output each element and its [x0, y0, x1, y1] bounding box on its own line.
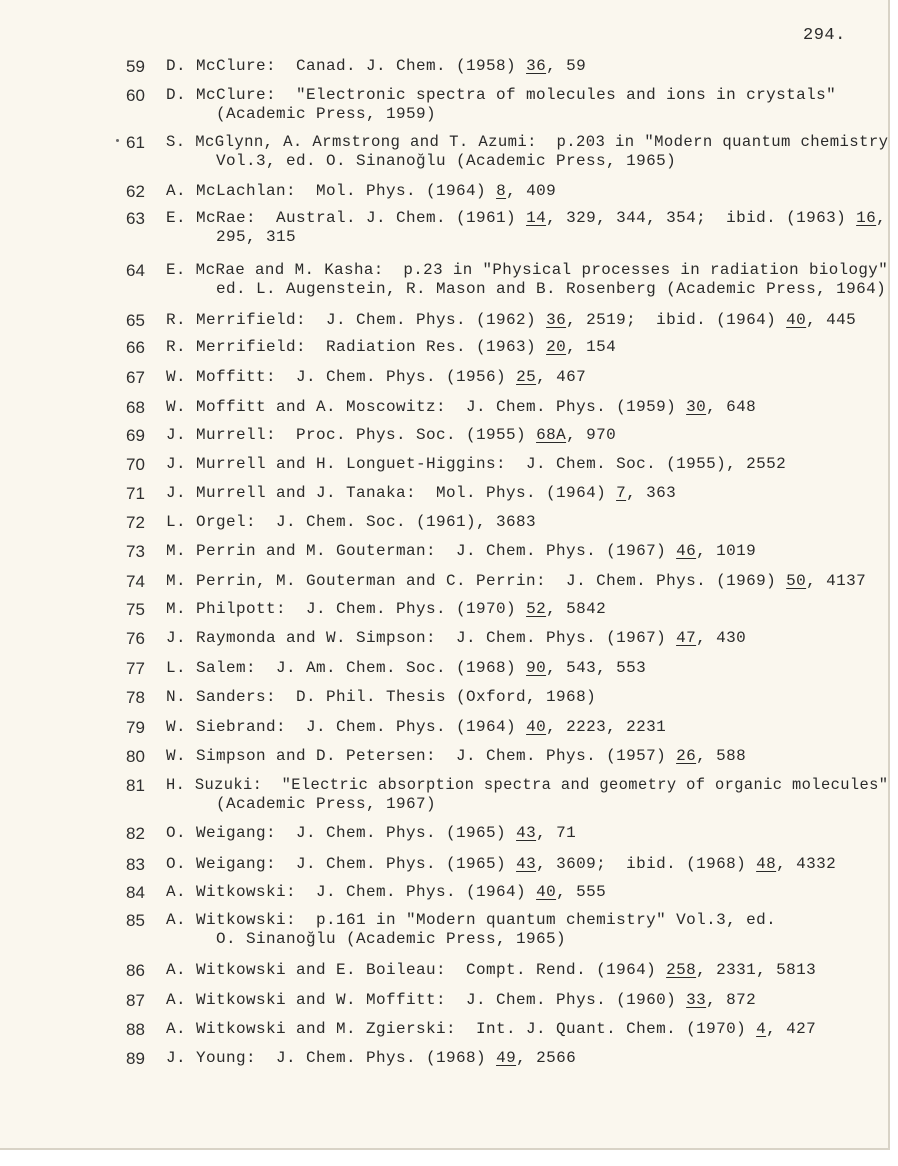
- reference-number: 82: [126, 824, 145, 843]
- volume-number: 52: [526, 600, 547, 618]
- reference-number: 81: [126, 776, 145, 795]
- reference-number: 61: [126, 133, 145, 152]
- reference-text: [166, 776, 888, 795]
- volume-number: 8: [496, 182, 507, 200]
- reference-text: [166, 961, 816, 980]
- reference-text-segment: J. Murrell and J. Tanaka: Mol. Phys. (1964): [166, 484, 617, 502]
- reference-text-segment: E. McRae: Austral. J. Chem. (1961): [166, 209, 527, 227]
- reference-number: 80: [126, 747, 145, 766]
- reference-text: [166, 659, 646, 678]
- reference-continuation: 295, 315: [216, 228, 297, 246]
- reference-text: [166, 542, 756, 561]
- reference-text-segment: D. McClure: "Electronic spectra of molecules and ions in crystals": [166, 86, 837, 104]
- reference-number: 60: [126, 86, 145, 105]
- reference-continuation: Vol.3, ed. O. Sinanoğlu (Academic Press, 1965): [216, 152, 677, 170]
- volume-number: 46: [676, 542, 697, 560]
- reference-text-segment: M. Perrin and M. Gouterman: J. Chem. Phys. (1967): [166, 542, 677, 560]
- reference-continuation: ed. L. Augenstein, R. Mason and B. Rosenberg (Academic Press, 1964): [216, 280, 887, 298]
- reference-text-segment: , 872: [706, 991, 757, 1009]
- reference-text-segment: , 555: [556, 883, 607, 901]
- reference-text: [166, 398, 756, 417]
- reference-number: 78: [126, 688, 145, 707]
- volume-number: 30: [686, 398, 707, 416]
- volume-number: 20: [546, 338, 567, 356]
- reference-number: 72: [126, 513, 145, 532]
- reference-text: [166, 911, 776, 930]
- reference-text-segment: ,: [876, 209, 887, 227]
- reference-text-segment: , 329, 344, 354; ibid. (1963): [546, 209, 857, 227]
- reference-text-segment: , 5842: [546, 600, 607, 618]
- reference-text-segment: M. Perrin, M. Gouterman and C. Perrin: J. Chem. Phys. (1969): [166, 572, 787, 590]
- reference-number: 74: [126, 572, 145, 591]
- reference-text-segment: A. Witkowski and E. Boileau: Compt. Rend. (1964): [166, 961, 667, 979]
- reference-text-segment: W. Moffitt and A. Moscowitz: J. Chem. Phys. (1959): [166, 398, 687, 416]
- volume-number: 25: [516, 368, 537, 386]
- reference-text-segment: , 2519; ibid. (1964): [566, 311, 787, 329]
- reference-text: [166, 133, 888, 152]
- reference-text: [166, 86, 836, 105]
- reference-number: 65: [126, 311, 145, 330]
- reference-text-segment: W. Moffitt: J. Chem. Phys. (1956): [166, 368, 517, 386]
- reference-number: 59: [126, 57, 145, 76]
- reference-number: 67: [126, 368, 145, 387]
- reference-text: [166, 855, 836, 874]
- volume-number: 43: [516, 855, 537, 873]
- reference-text-segment: , 467: [536, 368, 587, 386]
- reference-number: 77: [126, 659, 145, 678]
- reference-text: [166, 182, 556, 201]
- reference-text-segment: A. Witkowski and M. Zgierski: Int. J. Quant. Chem. (1970): [166, 1020, 757, 1038]
- reference-text-segment: , 430: [696, 629, 747, 647]
- reference-number: 87: [126, 991, 145, 1010]
- reference-text-segment: J. Murrell: Proc. Phys. Soc. (1955): [166, 426, 537, 444]
- reference-text-segment: O. Weigang: J. Chem. Phys. (1965): [166, 855, 517, 873]
- reference-text: [166, 718, 666, 737]
- volume-number: 258: [666, 961, 697, 979]
- volume-number: 14: [526, 209, 547, 227]
- reference-text-segment: L. Orgel: J. Chem. Soc. (1961), 3683: [166, 513, 537, 531]
- volume-number: 36: [526, 57, 547, 75]
- reference-number: 63: [126, 209, 145, 228]
- reference-text-segment: , 409: [506, 182, 557, 200]
- reference-text: [166, 513, 536, 532]
- reference-number: 86: [126, 961, 145, 980]
- reference-number: 75: [126, 600, 145, 619]
- reference-text-segment: , 4332: [776, 855, 837, 873]
- reference-text: [166, 209, 886, 228]
- reference-text: [166, 629, 746, 648]
- reference-number: 71: [126, 484, 145, 503]
- page-number: 294.: [803, 26, 846, 45]
- reference-text: [166, 883, 606, 902]
- volume-number: 47: [676, 629, 697, 647]
- reference-text-segment: L. Salem: J. Am. Chem. Soc. (1968): [166, 659, 527, 677]
- reference-text-segment: , 1019: [696, 542, 757, 560]
- reference-text: [166, 484, 676, 503]
- reference-text-segment: W. Siebrand: J. Chem. Phys. (1964): [166, 718, 527, 736]
- reference-number: 83: [126, 855, 145, 874]
- reference-text-segment: , 427: [766, 1020, 817, 1038]
- reference-text-segment: O. Weigang: J. Chem. Phys. (1965): [166, 824, 517, 842]
- volume-number: 4: [756, 1020, 767, 1038]
- reference-text: [166, 311, 856, 330]
- reference-text-segment: , 154: [566, 338, 617, 356]
- reference-text: [166, 1020, 816, 1039]
- reference-number: 73: [126, 542, 145, 561]
- reference-number: 88: [126, 1020, 145, 1039]
- reference-text-segment: , 2331, 5813: [696, 961, 817, 979]
- volume-number: 36: [546, 311, 567, 329]
- reference-text: [166, 747, 746, 766]
- reference-text-segment: W. Simpson and D. Petersen: J. Chem. Phys. (1957): [166, 747, 677, 765]
- reference-text: [166, 368, 586, 387]
- reference-text: [166, 600, 606, 619]
- volume-number: 68A: [536, 426, 567, 444]
- reference-text-segment: E. McRae and M. Kasha: p.23 in "Physical processes in radiation biology": [166, 261, 889, 279]
- reference-text-segment: , 71: [536, 824, 577, 842]
- reference-text-segment: A. Witkowski and W. Moffitt: J. Chem. Phys. (1960): [166, 991, 687, 1009]
- reference-text-segment: M. Philpott: J. Chem. Phys. (1970): [166, 600, 527, 618]
- volume-number: 90: [526, 659, 547, 677]
- volume-number: 7: [616, 484, 627, 502]
- reference-text-segment: , 59: [546, 57, 587, 75]
- reference-text-segment: , 543, 553: [546, 659, 647, 677]
- reference-text-segment: , 970: [566, 426, 617, 444]
- reference-number: 69: [126, 426, 145, 445]
- reference-text-segment: , 363: [626, 484, 677, 502]
- volume-number: 16: [856, 209, 877, 227]
- reference-text-segment: , 588: [696, 747, 747, 765]
- reference-number: 89: [126, 1049, 145, 1068]
- reference-text-segment: , 2223, 2231: [546, 718, 667, 736]
- reference-text-segment: A. Witkowski: p.161 in "Modern quantum chemistry" Vol.3, ed.: [166, 911, 777, 929]
- reference-text-segment: J. Young: J. Chem. Phys. (1968): [166, 1049, 497, 1067]
- reference-number: 62: [126, 182, 145, 201]
- reference-text: [166, 426, 616, 445]
- reference-text: [166, 261, 888, 280]
- volume-number: 50: [786, 572, 807, 590]
- reference-text-segment: A. Witkowski: J. Chem. Phys. (1964): [166, 883, 537, 901]
- reference-text-segment: , 445: [806, 311, 857, 329]
- reference-text-segment: , 4137: [806, 572, 867, 590]
- reference-continuation: O. Sinanoğlu (Academic Press, 1965): [216, 930, 567, 948]
- reference-text: [166, 572, 866, 591]
- reference-text-segment: S. McGlynn, A. Armstrong and T. Azumi: p.203 in "Modern quantum chemistry: [166, 133, 889, 151]
- volume-number: 40: [536, 883, 557, 901]
- volume-number: 33: [686, 991, 707, 1009]
- reference-number: 70: [126, 455, 145, 474]
- reference-number: 76: [126, 629, 145, 648]
- reference-text: [166, 57, 586, 76]
- volume-number: 43: [516, 824, 537, 842]
- reference-text-segment: N. Sanders: D. Phil. Thesis (Oxford, 1968): [166, 688, 597, 706]
- reference-text-segment: , 2566: [516, 1049, 577, 1067]
- page-bottom-edge: [0, 1150, 898, 1166]
- reference-text: [166, 688, 596, 707]
- reference-text: [166, 338, 616, 357]
- reference-text-segment: D. McClure: Canad. J. Chem. (1958): [166, 57, 527, 75]
- reference-continuation: (Academic Press, 1959): [216, 105, 437, 123]
- reference-number: 68: [126, 398, 145, 417]
- reference-text: [166, 824, 576, 843]
- reference-text: [166, 991, 756, 1010]
- volume-number: 49: [496, 1049, 517, 1067]
- volume-number: 48: [756, 855, 777, 873]
- paper-speck: [116, 139, 119, 142]
- volume-number: 40: [786, 311, 807, 329]
- reference-number: 64: [126, 261, 145, 280]
- reference-text-segment: A. McLachlan: Mol. Phys. (1964): [166, 182, 497, 200]
- reference-text: [166, 1049, 576, 1068]
- reference-number: 66: [126, 338, 145, 357]
- reference-continuation: (Academic Press, 1967): [216, 795, 437, 813]
- reference-text-segment: , 3609; ibid. (1968): [536, 855, 757, 873]
- reference-text-segment: R. Merrifield: J. Chem. Phys. (1962): [166, 311, 547, 329]
- reference-number: 79: [126, 718, 145, 737]
- reference-number: 84: [126, 883, 145, 902]
- volume-number: 40: [526, 718, 547, 736]
- reference-text-segment: , 648: [706, 398, 757, 416]
- volume-number: 26: [676, 747, 697, 765]
- reference-number: 85: [126, 911, 145, 930]
- reference-text-segment: R. Merrifield: Radiation Res. (1963): [166, 338, 547, 356]
- reference-text-segment: J. Raymonda and W. Simpson: J. Chem. Phys. (1967): [166, 629, 677, 647]
- reference-text: [166, 455, 786, 474]
- reference-text-segment: J. Murrell and H. Longuet-Higgins: J. Chem. Soc. (1955), 2552: [166, 455, 787, 473]
- reference-text-segment: H. Suzuki: "Electric absorption spectra and geometry of organic molecules": [166, 776, 889, 794]
